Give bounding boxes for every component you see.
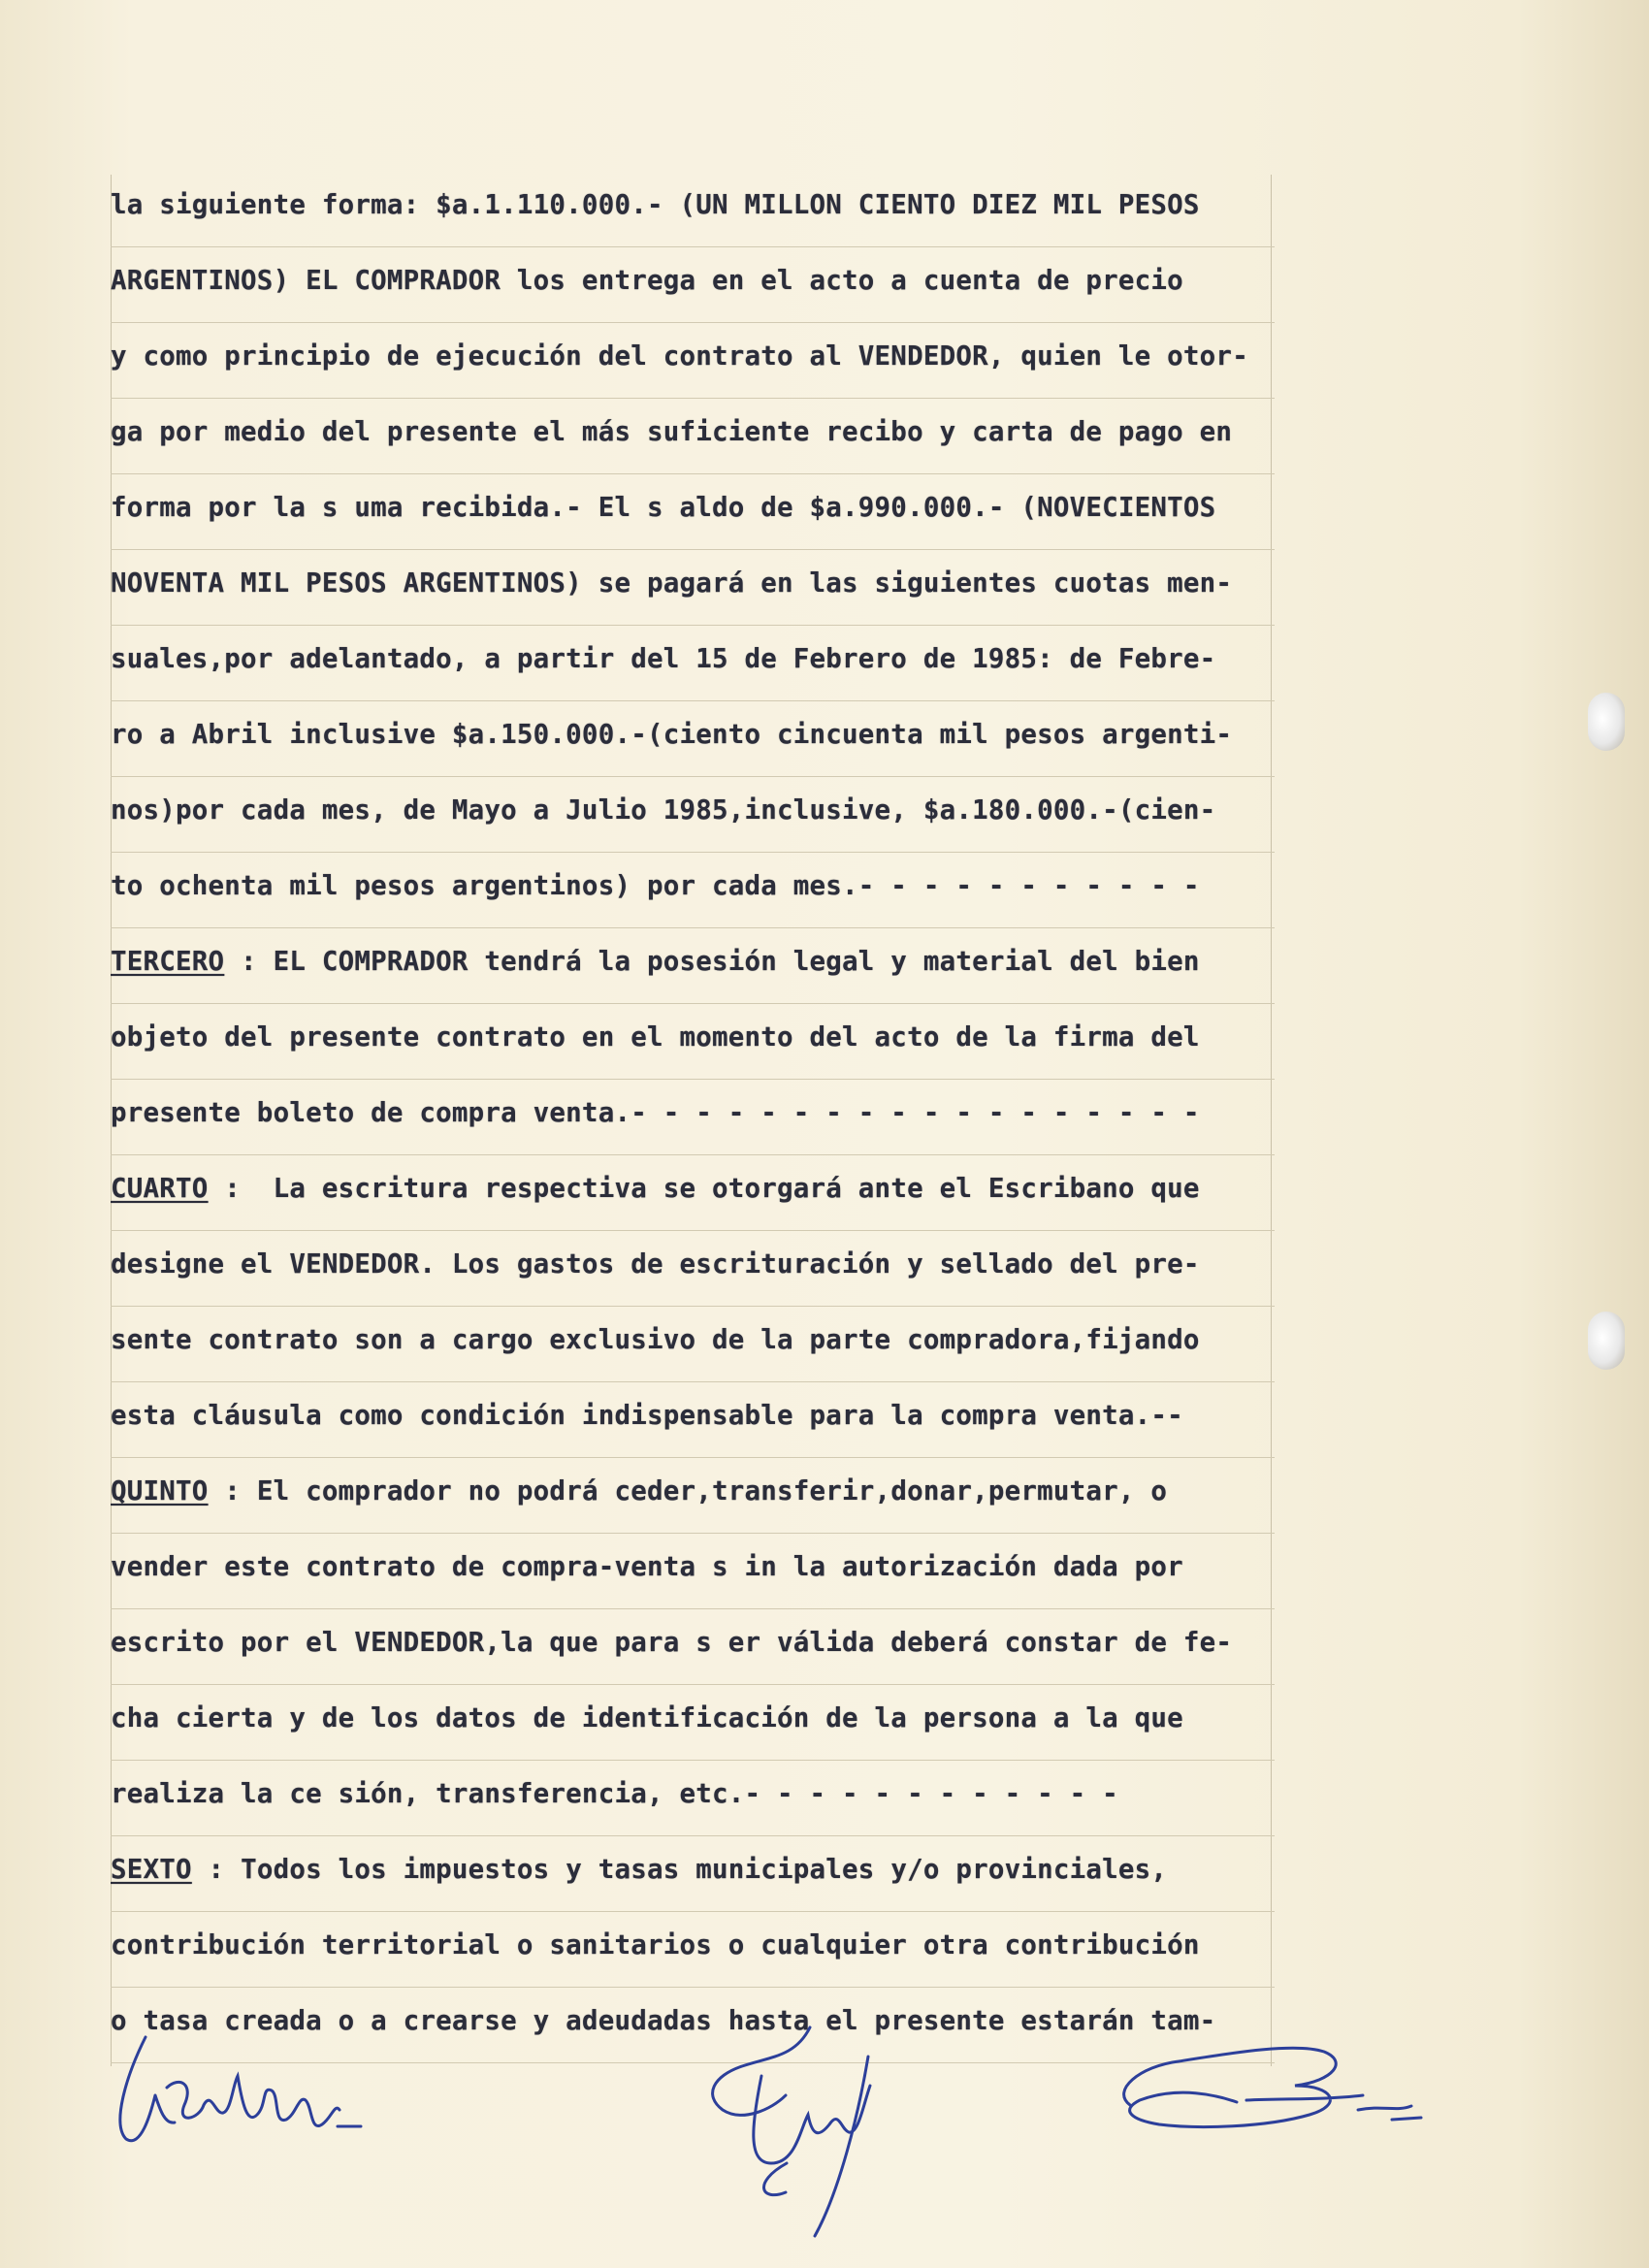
text-line: designe el VENDEDOR. Los gastos de escrituración y sellado del pre- [111, 1231, 1275, 1307]
clause-cuarto-line [111, 1155, 1275, 1231]
text-line: forma por la s uma recibida.- El s aldo de $a.990.000.- (NOVECIENTOS [111, 474, 1275, 550]
text-line: y como principio de ejecución del contrato al VENDEDOR, quien le otor- [111, 323, 1275, 399]
text-line: objeto del presente contrato en el momento del acto de la firma del [111, 1004, 1275, 1080]
clause-quinto-line [111, 1458, 1275, 1534]
text-line: nos)por cada mes, de Mayo a Julio 1985,inclusive, $a.180.000.-(cien- [111, 777, 1275, 853]
text-line: contribución territorial o sanitarios o cualquier otra contribución [111, 1912, 1275, 1988]
text-line: la siguiente forma: $a.1.110.000.- (UN MILLON CIENTO DIEZ MIL PESOS [111, 172, 1275, 247]
text-line: escrito por el VENDEDOR,la que para s er válida deberá constar de fe- [111, 1609, 1275, 1685]
text-line: o tasa creada o a crearse y adeudadas hasta el presente estarán tam- [111, 1988, 1275, 2063]
clause-tercero-heading: TERCERO [111, 946, 225, 977]
text-line: sente contrato son a cargo exclusivo de la parte compradora,fijando [111, 1307, 1275, 1382]
punch-hole-top [1588, 693, 1625, 751]
signature-middle [694, 2018, 946, 2251]
clause-tercero-line [111, 928, 1275, 1004]
text-line: NOVENTA MIL PESOS ARGENTINOS) se pagará en las siguientes cuotas men- [111, 550, 1275, 626]
clause-cuarto-text: : La escritura respectiva se otorgará ante el Escribano que [208, 1173, 1200, 1204]
signature-left [107, 2018, 398, 2163]
text-line: ARGENTINOS) EL COMPRADOR los entrega en el acto a cuenta de precio [111, 247, 1275, 323]
text-line: realiza la ce sión, transferencia, etc.- - - - - - - - - - - - [111, 1761, 1275, 1836]
text-line: to ochenta mil pesos argentinos) por cada mes.- - - - - - - - - - - [111, 853, 1275, 928]
signature-right [1101, 2032, 1431, 2158]
clause-sexto-line [111, 1836, 1275, 1912]
clause-tercero-text: : EL COMPRADOR tendrá la posesión legal y material del bien [224, 946, 1200, 977]
punch-hole-bottom [1588, 1312, 1625, 1370]
clause-cuarto-heading: CUARTO [111, 1173, 209, 1204]
clause-sexto-heading: SEXTO [111, 1854, 192, 1885]
text-line: suales,por adelantado, a partir del 15 de Febrero de 1985: de Febre- [111, 626, 1275, 701]
text-line: ga por medio del presente el más suficiente recibo y carta de pago en [111, 399, 1275, 474]
text-line: esta cláusula como condición indispensable para la compra venta.-- [111, 1382, 1275, 1458]
text-line: presente boleto de compra venta.- - - - - - - - - - - - - - - - - - [111, 1080, 1275, 1155]
clause-quinto-text: : El comprador no podrá ceder,transferir,donar,permutar, o [208, 1475, 1168, 1507]
clause-quinto-heading: QUINTO [111, 1475, 209, 1507]
typed-text-block [111, 172, 1275, 2063]
text-line: vender este contrato de compra-venta s in la autorización dada por [111, 1534, 1275, 1609]
text-line: ro a Abril inclusive $a.150.000.-(ciento cincuenta mil pesos argenti- [111, 701, 1275, 777]
clause-sexto-text: : Todos los impuestos y tasas municipales y/o provinciales, [191, 1854, 1168, 1885]
text-line: cha cierta y de los datos de identificación de la persona a la que [111, 1685, 1275, 1761]
